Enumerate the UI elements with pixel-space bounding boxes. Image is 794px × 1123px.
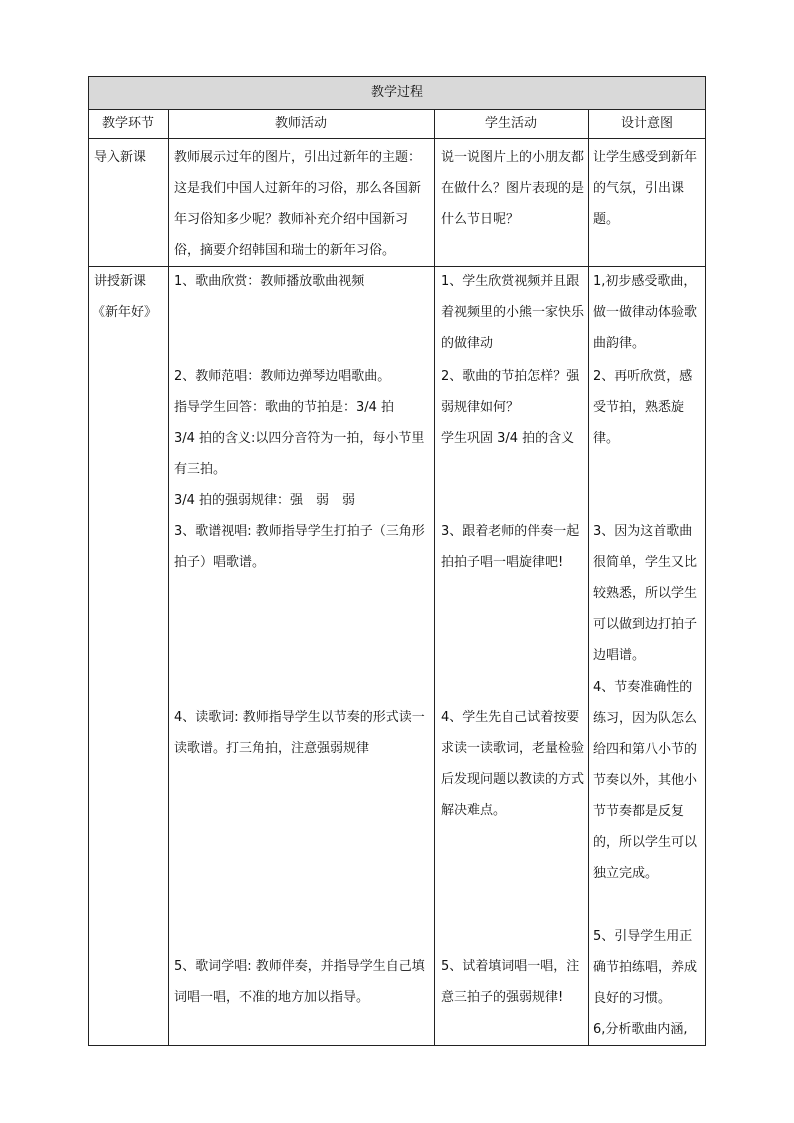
column-divider xyxy=(588,109,589,1046)
teacher-step-2: 2、教师范唱：教师边弹琴边唱歌曲。 xyxy=(174,369,391,384)
student-step-4: 4、学生先自己试着按要求读一读歌词，老量检验后发现问题以教读的方式解决难点。 xyxy=(441,710,585,818)
student-step-1: 1、学生欣赏视频并且跟着视频里的小熊一家快乐的做律动 xyxy=(441,274,585,351)
teacher-step-2-beat: 指导学生回答：歌曲的节拍是：3/4 拍 xyxy=(174,400,395,415)
teacher-step-2-meaning: 3/4 拍的含义:以四分音符为一拍，每小节里有三拍。 xyxy=(174,431,425,477)
lesson-table xyxy=(88,76,706,1046)
purpose-step-3: 3、因为这首歌曲很简单，学生又比较熟悉，所以学生可以做到边打拍子边唱谱。 xyxy=(593,524,698,663)
student-step-3: 3、跟着老师的伴奏一起拍拍子唱一唱旋律吧! xyxy=(441,524,580,570)
teacher-step-5: 5、歌词学唱: 教师伴奏，并指导学生自己填词唱一唱，不准的地方加以指导。 xyxy=(174,959,425,1005)
table-border-bottom xyxy=(88,1045,706,1046)
column-divider xyxy=(168,109,169,1046)
teacher-step-2-pattern: 3/4 拍的强弱规律：强 弱 弱 xyxy=(174,493,356,508)
teacher-step-4: 4、读歌词: 教师指导学生以节奏的形式读一读歌谱。打三角拍，注意强弱规律 xyxy=(174,710,425,756)
student-step-2: 2、歌曲的节拍怎样？强弱规律如何？ xyxy=(441,369,580,415)
purpose-step-6: 6,分析歌曲内涵, xyxy=(593,1022,688,1037)
table-title: 教学过程 xyxy=(370,85,423,100)
row2-section-line2: 《新年好》 xyxy=(92,305,158,320)
header-purpose: 设计意图 xyxy=(620,116,673,131)
row-divider xyxy=(88,138,706,139)
purpose-step-1: 1,初步感受歌曲，做一做律动体验歌曲韵律。 xyxy=(593,274,698,351)
header-teacher: 教师活动 xyxy=(274,116,327,131)
teacher-step-3: 3、歌谱视唱: 教师指导学生打拍子（三角形拍子）唱歌谱。 xyxy=(174,524,425,570)
row2-section-line1: 讲授新课 xyxy=(94,274,147,289)
row1-teacher: 教师展示过年的图片，引出过新年的主题：这是我们中国人过新年的习俗，那么各国新年习俗知多少呢？教师补充介绍中国新习俗，摘要介绍韩国和瑞士的新年习俗。 xyxy=(174,150,422,258)
purpose-step-4: 4、节奏准确性的练习，因为队怎么给四和第八小节的节奏以外，其他小节节奏都是反复的，所以学生可以独立完成。 xyxy=(593,680,698,881)
row1-purpose: 让学生感受到新年的气氛，引出课题。 xyxy=(593,150,698,227)
teacher-step-1: 1、歌曲欣赏：教师播放歌曲视频 xyxy=(174,274,365,289)
header-section: 教学环节 xyxy=(101,116,154,131)
row1-section: 导入新课 xyxy=(94,150,147,165)
row1-student: 说一说图片上的小朋友都在做什么？图片表现的是什么节日呢？ xyxy=(441,150,585,227)
student-step-5: 5、试着填词唱一唱，注意三拍子的强弱规律! xyxy=(441,959,580,1005)
purpose-step-2: 2、再听欣赏，感受节拍，熟悉旋律。 xyxy=(593,369,693,446)
header-student: 学生活动 xyxy=(484,116,537,131)
column-divider xyxy=(434,109,435,1046)
student-step-2-review: 学生巩固 3/4 拍的含义 xyxy=(441,431,575,446)
table-border-left xyxy=(88,76,89,1046)
table-border-right xyxy=(705,76,706,1046)
purpose-step-5: 5、引导学生用正确节拍练唱，养成良好的习惯。 xyxy=(593,929,698,1006)
